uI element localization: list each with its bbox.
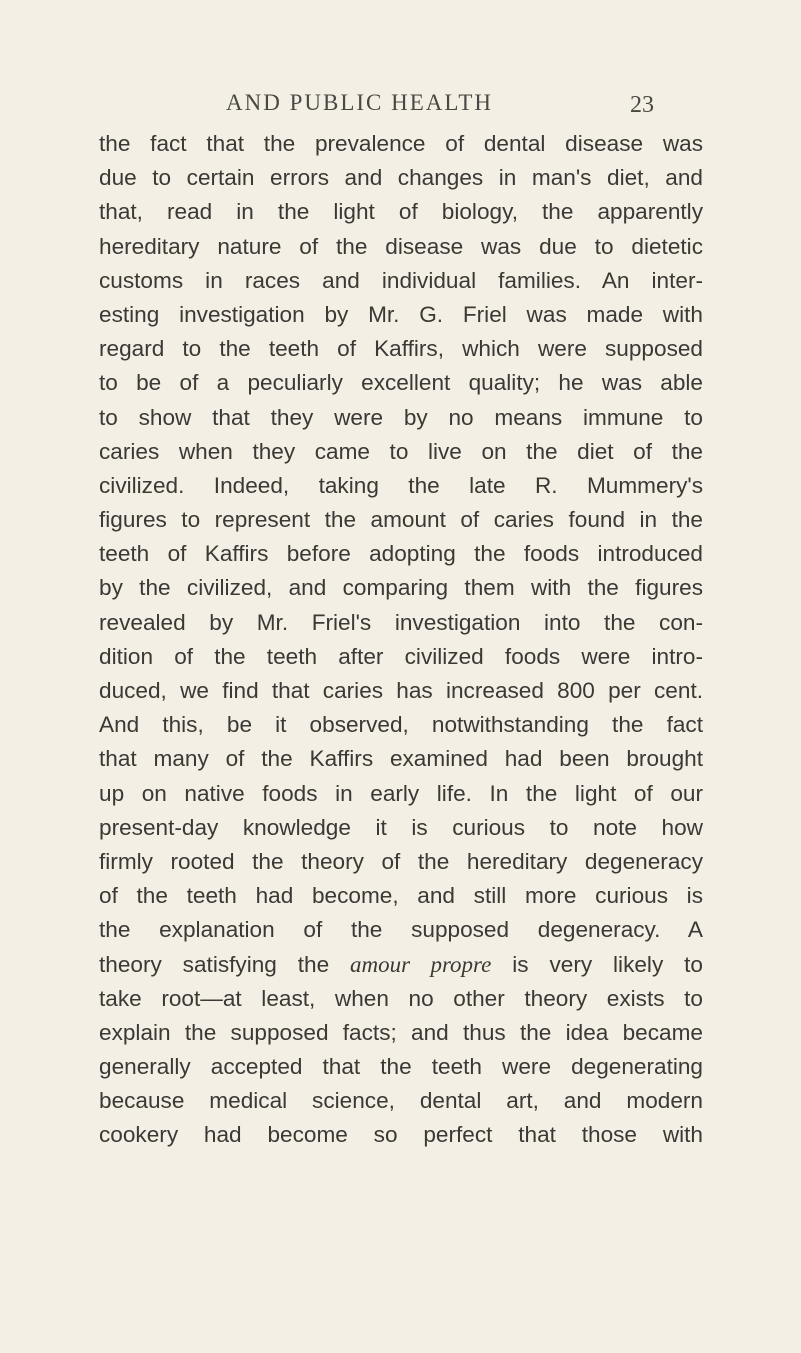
text-line: because medical science, dental art, and modern [99, 1088, 703, 1114]
text-line: caries when they came to live on the diet of the [99, 438, 703, 464]
page-number: 23 [630, 92, 654, 118]
text-line: regard to the teeth of Kaffirs, which were supposed [99, 336, 703, 362]
text-line: the fact that the prevalence of dental disease was [99, 131, 703, 156]
text-line: explain the supposed facts; and thus the idea became [99, 1019, 703, 1045]
running-head [0, 90, 801, 126]
text-line: firmly rooted the theory of the hereditary degeneracy [99, 848, 703, 874]
text-line: generally accepted that the teeth were degenerating [99, 1054, 703, 1080]
text-line-with-italic [99, 948, 703, 982]
text-line: of the teeth had become, and still more curious is [99, 883, 703, 909]
text-line: that, read in the light of biology, the apparently [99, 199, 703, 225]
text-line: by the civilized, and comparing them with the figures [99, 575, 703, 601]
text-line: take root—at least, when no other theory exists to [99, 985, 703, 1011]
text-line: dition of the teeth after civilized foods were intro- [99, 643, 703, 669]
text-line: esting investigation by Mr. G. Friel was made with [99, 301, 703, 327]
text-line: customs in races and individual families. An inter- [99, 267, 703, 293]
text-line: present-day knowledge it is curious to note how [99, 814, 703, 840]
text-line: that many of the Kaffirs examined had been brought [99, 746, 703, 772]
text-line: figures to represent the amount of caries found in the [99, 507, 703, 533]
text-line: revealed by Mr. Friel's investigation into the con- [99, 609, 703, 635]
text-line: And this, be it observed, notwithstanding the fact [99, 712, 703, 738]
text-line: due to certain errors and changes in man's diet, and [99, 165, 703, 191]
text-line: the explanation of the supposed degeneracy. A [99, 917, 703, 943]
text-segment: theory satisfying the [99, 951, 330, 977]
text-line: civilized. Indeed, taking the late R. Mummery's [99, 472, 703, 498]
text-line: to be of a peculiarly excellent quality; he was able [99, 370, 703, 396]
italic-phrase: amour propre [350, 951, 492, 977]
body-paragraph [99, 127, 703, 1153]
text-line: hereditary nature of the disease was due to dietetic [99, 233, 703, 259]
text-line: cookery had become so perfect that those with [99, 1122, 703, 1148]
text-line: teeth of Kaffirs before adopting the foods introduced [99, 541, 703, 567]
text-line: duced, we find that caries has increased 800 per cent. [99, 678, 703, 703]
running-title: AND PUBLIC HEALTH [226, 90, 493, 115]
text-line: to show that they were by no means immune to [99, 404, 703, 430]
text-segment: is very likely to [512, 951, 703, 977]
text-line: up on native foods in early life. In the light of our [99, 780, 703, 806]
